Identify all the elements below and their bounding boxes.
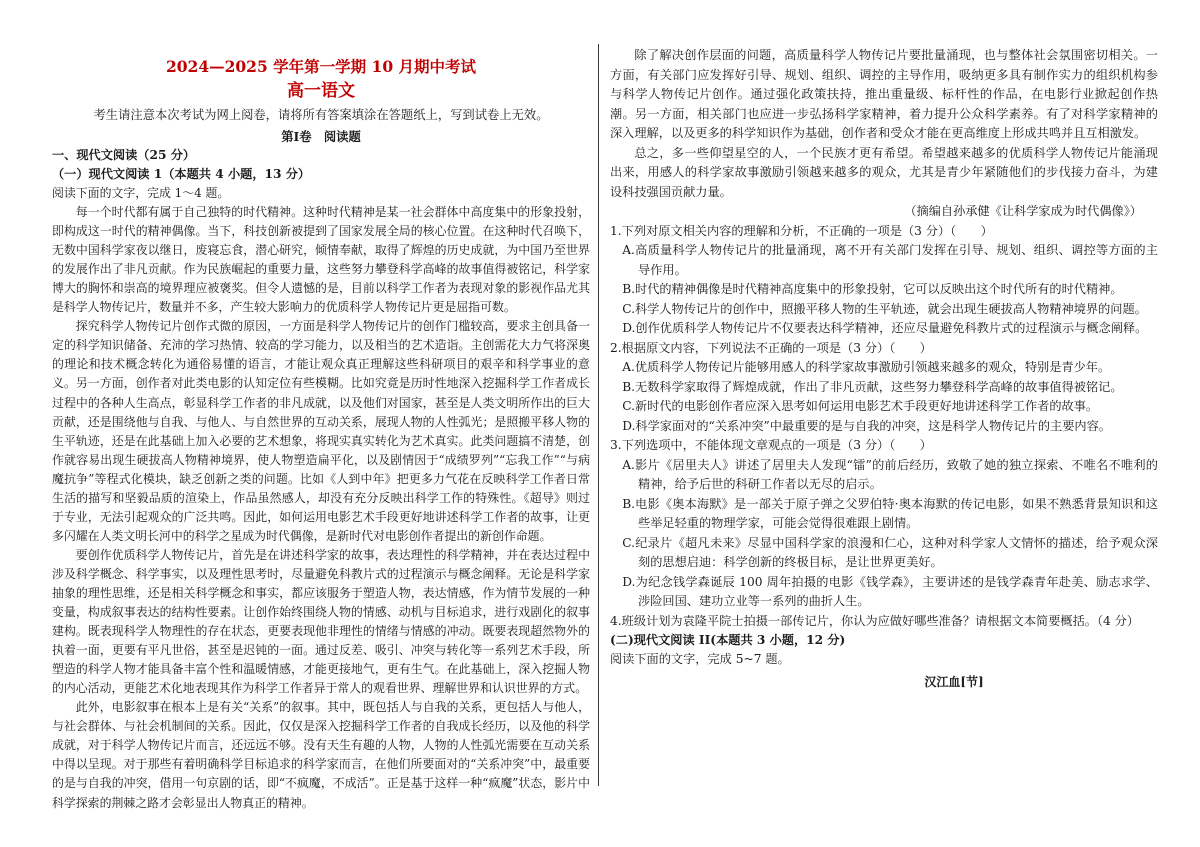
sub2-instruction: 阅读下面的文字，完成 5~7 题。 bbox=[610, 652, 790, 666]
question-stem: 3.下列选项中，不能体现文章观点的一项是（3 分）（ ） bbox=[610, 438, 932, 452]
sub1-heading: （一）现代文阅读 1（本题共 4 小题，13 分） bbox=[52, 167, 311, 181]
column-divider bbox=[598, 44, 599, 786]
question-option: C.新时代的电影创作者应深入思考如何运用电影艺术手段更好地讲述科学工作者的故事。 bbox=[622, 399, 1099, 413]
right-column bbox=[610, 46, 1158, 692]
passage-paragraph: 要创作优质科学人物传记片，首先是在讲述科学家的故事，表达理性的科学精神，并在表达过程中涉及科学概念、科学事实，以及理性思考时，尽量避免科教片式的过程演示与概念阐释。无论是科学家抽象的理性思维，还是相关科学概念和事实，都应该服务于塑造人物，表达情感，作为情节发展的一种变量，构成叙事表达的结构性要素。让创作始终围绕人物的情感、动机与目标追求，进行戏剧化的叙事建构。既表现科学人物理性的存在状态，更要表现他非理性的情绪与情感的冲动。既要表现超然物外的执着一面，更要有平凡世俗，甚至是迟钝的一面。通过反差、吸引、冲突与转化等一系列艺术手段，所塑造的科学人物才能具备丰富个性和温暖情感，才能更接地气，更有生气。在此基础上，深入挖掘人物的内心活动，更能艺术化地表现其作为科学工作者异于常人的观看世界、理解世界和认识世界的方式。 bbox=[52, 547, 590, 696]
question-option: A.优质科学人物传记片能够用感人的科学家故事激励引领越来越多的观众，特别是青少年。 bbox=[622, 360, 1111, 374]
exam-subject: 高一语文 bbox=[287, 81, 355, 101]
exam-title: 2024—2025 学年第一学期 10 月期中考试 bbox=[165, 57, 477, 76]
question-stem: 1.下列对原文相关内容的理解和分析，不正确的一项是（3 分）（ ） bbox=[610, 223, 993, 238]
passage-paragraph: 每一个时代都有属于自己独特的时代精神。这种时代精神是某一社会群体中高度集中的形象投射，即构成这一时代的精神偶像。当下，科技创新被提到了国家发展全局的核心位置。在这种时代召唤下，无数中国科学家夜以继日，废寝忘食，潜心研究，倾情奉献，取得了辉煌的历史成就，为中国乃至世界的发展作出了非凡贡献。作为民族崛起的重要力量，这些努力攀登科学高峰的故事值得被铭记，科学家博大的胸怀和崇高的境界理应被褒奖。但令人遗憾的是，目前以科学工作者为表现对象的影视作品尤其是科学人物传记片，数量并不多，产生较大影响力的优质科学人物传记片更是屈指可数。 bbox=[52, 205, 590, 315]
exam-notice: 考生请注意本次考试为网上阅卷，请将所有答案填涂在答题纸上，写到试卷上无效。 bbox=[93, 108, 549, 122]
question-option: A.影片《居里夫人》讲述了居里夫人发现“镭”的前后经历，致敬了她的独立探索、不唯名不唯利的精神，给予后世的科研工作者以无尽的启示。 bbox=[622, 457, 1158, 491]
question-option: D.创作优质科学人物传记片不仅要表达科学精神，还应尽量避免科教片式的过程演示与概念阐释。 bbox=[622, 321, 1148, 335]
sub2-heading: (二)现代文阅读 II(本题共 3 小题，12 分) bbox=[610, 633, 846, 647]
question-option: B.电影《奥本海默》是一部关于原子弹之父罗伯特·奥本海默的传记电影，如果不熟悉背景知识和这些举足轻重的物理学家，可能会觉得很难跟上剧情。 bbox=[622, 496, 1158, 530]
passage-source: （摘编自孙承健《让科学家成为时代偶像》） bbox=[904, 204, 1142, 218]
sub1-instruction: 阅读下面的文字，完成 1～4 题。 bbox=[52, 186, 230, 200]
question-option: A.高质量科学人物传记片的批量涌现，离不开有关部门发挥在引导、规划、组织、调控等方面的主导作用。 bbox=[622, 243, 1158, 277]
passage-paragraph: 探究科学人物传记片创作式微的原因，一方面是科学人物传记片的创作门槛较高，要求主创具备一定的科学知识储备、充沛的学习热情、较高的学习能力，以及相当的艺术造诣。主创需花大力气将深奥的理论和技术概念转化为通俗易懂的语言，才能让观众真正理解这些科研项目的艰辛和科学事业的意义。另一方面，创作者对此类电影的认知定位有些模糊。比如究竟是历时性地深入挖掘科学工作者成长过程中的各种人生高点，彰显科学工作者的非凡成就，以及他们对国家，甚至是人类文明所作出的巨大贡献，还是围绕他与自我、与他人、与自然世界的互动关系，展现人物的人性弧光；是照搬平移人物的生平轨迹，还是在此基础上加入必要的艺术想象，将现实真实转化为艺术真实。此类问题搞不清楚，创作就容易出现生硬拔高人物精神境界，使人物塑造扁平化，以及剧情因于“成绩罗列”“忘我工作”“与病魔抗争”等程式化模块，缺乏创新之类的问题。比如《人到中年》把更多力气花在反映科学工作者日常生活的描写和坚毅品质的渲染上，作品虽然感人，却没有充分反映出科学工作的特殊性。《超导》则过于专业，无法引起观众的广泛共鸣。因此，如何运用电影艺术手段更好地讲述科学工作者的故事，让更多闪耀在人类文明长河中的科学之星成为时代偶像，是新时代对电影创作者提出的新创作命题。 bbox=[52, 319, 590, 543]
part-heading: 第Ⅰ卷 阅读题 bbox=[281, 129, 361, 144]
passage-paragraph: 此外，电影叙事在根本上是有关“关系”的叙事。其中，既包括人与自我的关系，更包括人与他人，与社会群体、与社会机制间的关系。因此，仅仅是深入挖掘科学工作者的自我成长经历，以及他的科学成就，对于科学人物传记片而言，还远远不够。没有天生有趣的人物，人物的人性弧光需要在互动关系中得以呈现。对于那些有着明确科学目标追求的科学家而言，在他们所要面对的“关系冲突”中，最重要的是与自我的冲突，借用一句京剧的话，即“不疯魔，不成活”。正是基于这样一种“疯魔”状态，影片中科学探索的荆棘之路才会彰显出人物真正的精神。 bbox=[52, 700, 590, 810]
section-heading: 一、现代文阅读（25 分） bbox=[52, 148, 196, 162]
question-option: C.纪录片《超凡未来》尽显中国科学家的浪漫和仁心，这种对科学家人文情怀的描述，给予观众深刻的思想启迪：科学创新的终极目标，是让世界更美好。 bbox=[622, 535, 1158, 569]
left-column bbox=[52, 46, 590, 813]
question-option: D.科学家面对的“关系冲突”中最重要的是与自我的冲突，这是科学人物传记片的主要内容。 bbox=[622, 418, 1111, 433]
poem-title: 汉江血[节] bbox=[924, 674, 984, 689]
question-option: C.科学人物传记片的创作中，照搬平移人物的生平轨迹，就会出现生硬拔高人物精神境界的问题。 bbox=[622, 301, 1147, 316]
question-option: B.无数科学家取得了辉煌成就，作出了非凡贡献，这些努力攀登科学高峰的故事值得被铭记。 bbox=[622, 379, 1123, 394]
question-option: D.为纪念钱学森诞辰 100 周年拍摄的电影《钱学森》，主要讲述的是钱学森青年赴美、励志求学、涉险回国、建功立业等一系列的曲折人生。 bbox=[622, 574, 1158, 608]
question-option: B.时代的精神偶像是时代精神高度集中的形象投射，它可以反映出这个时代所有的时代精神。 bbox=[622, 282, 1123, 296]
question-stem: 2.根据原文内容，下列说法不正确的一项是（3 分）（ ） bbox=[610, 340, 932, 355]
passage-paragraph: 总之，多一些仰望星空的人，一个民族才更有希望。希望越来越多的优质科学人物传记片能涌现出来，用感人的科学家故事激励引领越来越多的观众，尤其是青少年紧随他们的步伐接力奋斗，为建设科技强国贡献力量。 bbox=[610, 145, 1158, 199]
passage-paragraph: 除了解决创作层面的问题，高质量科学人物传记片要批量涌现，也与整体社会氛围密切相关。一方面，有关部门应发挥好引导、规划、组织、调控的主导作用，吸纳更多具有制作实力的组织机构参与科学人物传记片创作。通过强化政策扶持，推出重量级、标杆性的作品，在电影行业掀起创作热潮。另一方面，相关部门也应进一步弘扬科学家精神，着力提升公众科学素养。有了对科学家精神的深入理解，以及更多的科学知识作为基础，创作者和受众才能在更高维度上形成共鸣并且互相激发。 bbox=[610, 48, 1158, 140]
question-stem: 4.班级计划为袁隆平院士拍摄一部传记片，你认为应做好哪些准备？请根据文本简要概括。（4 分） bbox=[610, 613, 1140, 628]
